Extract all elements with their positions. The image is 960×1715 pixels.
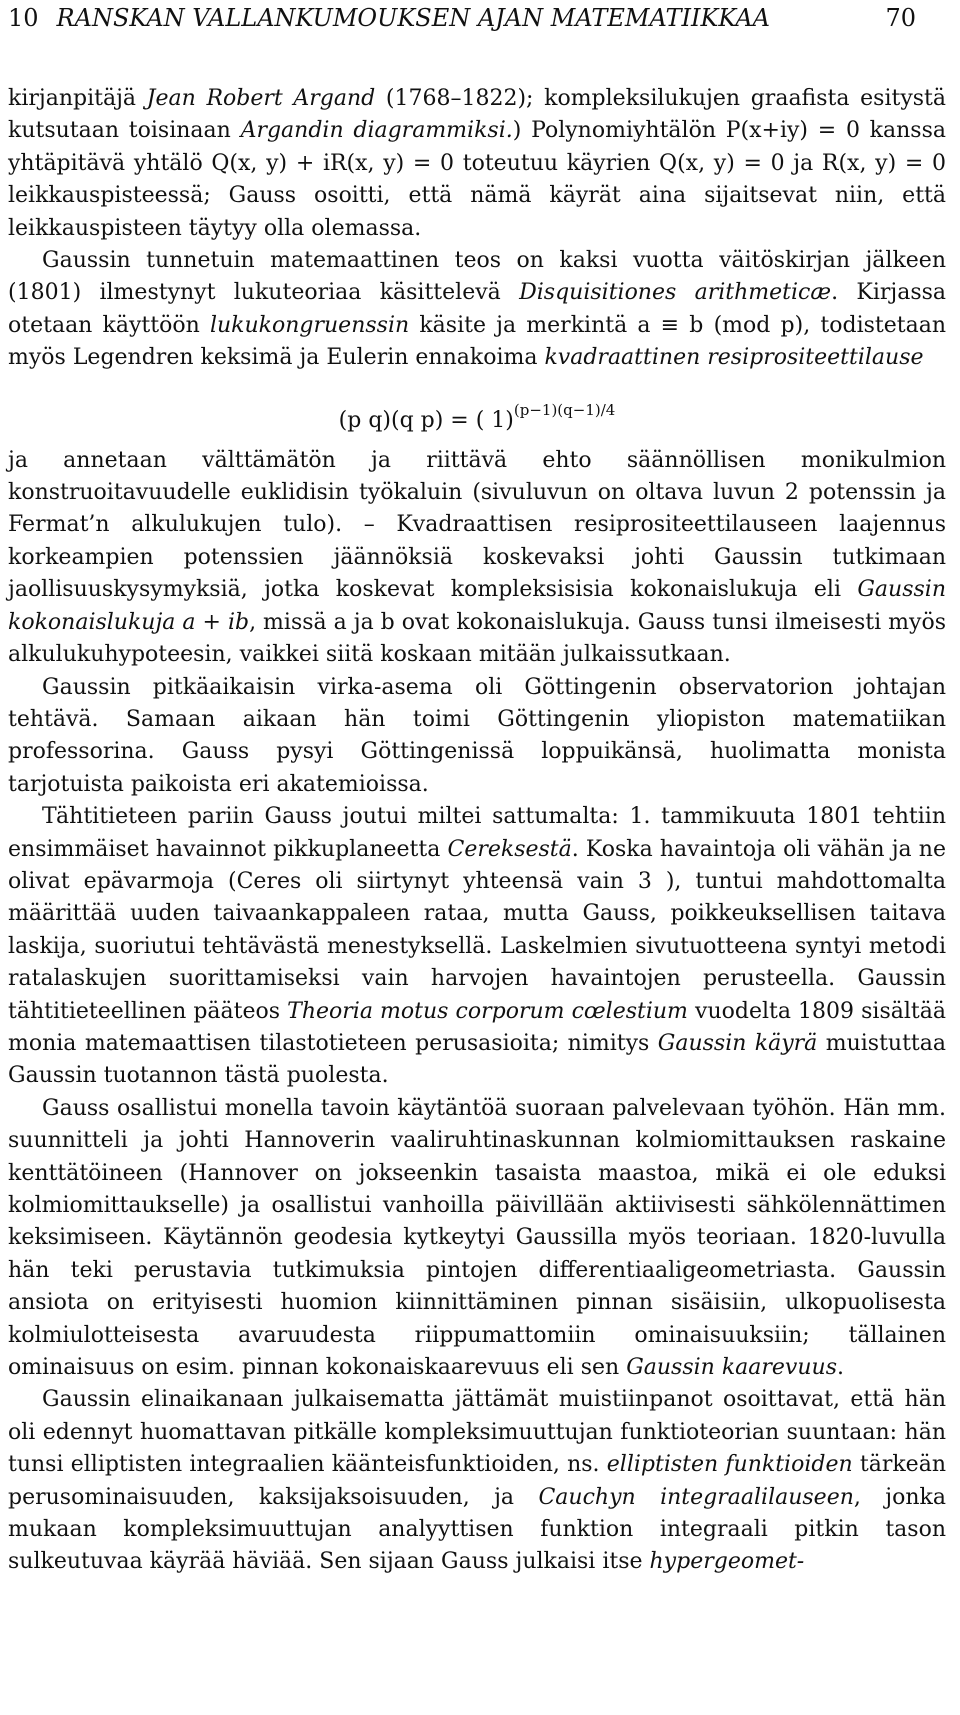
text-run: Gauss osallistui monella tavoin käytäntöä suoraan palvelevaan työhön. Hän mm. suunnitteli ja johti Hannoverin vaaliruhtinaskunnan kolmiomittauksen raskaine kenttätöineen (Hannover on jokseenkin tasaista maastoa, mikä ei ole eduksi kolmiomittaukselle) ja osallistui vanhoilla päivillään aktiivisesti sähkölennättimen keksimiseen. Käytännön geodesia kytkeytyi Gaussilla myös teoriaan. 1820-luvulla hän teki perustavia tutkimuksia pintojen differentiaaligeometriasta. Gaussin ansiota on erityisesti huomion kiinnittäminen pinnan sisäisiin, ulkopuolisesta kolmiulotteisesta avaruudesta riippumattomiin ominaisuuksiin; tällainen ominaisuus on esim. pinnan kokonaiskaarevuus eli sen bbox=[8, 1095, 946, 1381]
text-run: . Kirjassa otetaan käyttöön bbox=[8, 280, 947, 338]
italic-text: kvadraattinen resiprositeettilause bbox=[544, 345, 924, 371]
italic-text: Cauchyn integraalilauseen bbox=[538, 1484, 854, 1510]
running-header bbox=[8, 3, 946, 33]
paragraph bbox=[8, 245, 946, 375]
header-left bbox=[8, 3, 770, 33]
italic-text: hypergeomet- bbox=[649, 1549, 805, 1575]
text-run: (1768–1822); kompleksilukujen graafista esitystä kutsutaan toisinaan bbox=[8, 86, 947, 144]
text-run: käsite ja merkintä a ≡ b (mod p), todistetaan myös Legendren keksimä ja Eulerin ennakoima bbox=[8, 312, 946, 371]
italic-text: Argandin diagrammiksi. bbox=[240, 118, 513, 144]
text-run: . bbox=[836, 1355, 844, 1381]
paragraph bbox=[8, 445, 946, 672]
text-run: kirjanpitäjä bbox=[8, 86, 147, 111]
header-title: RANSKAN VALLANKUMOUKSEN AJAN MATEMATIIKKAA bbox=[56, 4, 770, 32]
text-run: ja annetaan välttämätön ja riittävä ehto säännöllisen monikulmion konstruoitavuudelle euklidisin työkaluin (sivuluvun on oltava luvun 2 potenssin ja Fermat’n alkulukujen tulo). – Kvadraattisen resiprositeettilauseen laajennus korkeampien potenssien jäännöksiä koskevaksi johti Gaussin tutkimaan jaollisuuskysymyksiä, jotka koskevat kompleksisisia kokonaislukuja eli bbox=[8, 447, 946, 603]
italic-text: Gaussin kokonaislukuja a + ib bbox=[8, 577, 946, 635]
equation-lhs: (p q)(q p) = ( 1) bbox=[338, 407, 514, 433]
paragraph bbox=[8, 1093, 946, 1385]
text-run: Gaussin tunnetuin matemaattinen teos on kaksi vuotta väitöskirjan jälkeen (1801) ilmestynyt lukuteoriaa käsittelevä bbox=[8, 248, 946, 306]
text-run: tärkeän perusominaisuuden, kaksijaksoisuuden, ja bbox=[8, 1452, 946, 1510]
equation-exponent: (p−1)(q−1)/4 bbox=[513, 400, 616, 419]
italic-text: lukukongruenssin bbox=[209, 312, 410, 338]
italic-text: Gaussin kaarevuus bbox=[626, 1355, 837, 1381]
text-run: muistuttaa Gaussin tuotannon tästä puolesta. bbox=[8, 1030, 946, 1089]
page-number: 70 bbox=[885, 4, 916, 32]
italic-text: Theoria motus corporum cœlestium bbox=[287, 998, 688, 1024]
text-run: vuodelta 1809 sisältää monia matemaattisen tilastotieteen perusasioita; nimitys bbox=[8, 998, 946, 1056]
italic-text: Gaussin käyrä bbox=[657, 1030, 818, 1056]
italic-text: Disquisitiones arithmeticæ bbox=[519, 280, 832, 306]
italic-text: Cereksestä bbox=[447, 836, 572, 862]
header-section-number: 10 bbox=[8, 4, 39, 32]
paragraph bbox=[8, 801, 946, 1093]
italic-text: elliptisten funktioiden bbox=[606, 1452, 853, 1478]
italic-text: Jean Robert Argand bbox=[146, 86, 376, 111]
text-run: , jonka mukaan kompleksimuuttujan analyyttisen funktion integraali pitkin tason sulkeutuvaa käyrää häviää. Sen sijaan Gauss julkaisi itse bbox=[8, 1484, 946, 1575]
equation bbox=[8, 375, 946, 445]
text-run: . Koska havaintoja oli vähän ja ne olivat epävarmoja (Ceres oli siirtynyt yhteensä vain 3 ), tuntui mahdottomalta määrittää uuden taivaankappaleen rataa, mutta Gauss, poikkeuksellisen taitava laskija, suoriutui tehtävästä menestyksellä. Laskelmien sivutuotteena syntyi metodi ratalaskujen suorittamiseksi vain harvojen havaintojen perusteella. Gaussin tähtitieteellinen pääteos bbox=[8, 836, 946, 1024]
text-run: Gaussin pitkäaikaisin virka-asema oli Göttingenin observatorion johtajan tehtävä. Samaan aikaan hän toimi Göttingenin yliopiston matematiikan professorina. Gauss pysyi Göttingenissä loppuikänsä, huolimatta monista tarjotuista paikoista eri akatemioissa. bbox=[8, 674, 946, 797]
text-run: Tähtitieteen pariin Gauss joutui miltei sattumalta: 1. tammikuuta 1801 tehtiin ensimmäiset havainnot pikkuplaneetta bbox=[8, 804, 946, 862]
paragraph bbox=[8, 672, 946, 802]
body-text bbox=[8, 83, 946, 1579]
paragraph bbox=[8, 83, 946, 245]
page bbox=[0, 3, 960, 1715]
text-run: , missä a ja b ovat kokonaislukuja. Gauss tunsi ilmeisesti myös alkulukuhypoteesin, vaikkei siitä koskaan mitään julkaissutkaan. bbox=[8, 609, 946, 668]
text-run: Gaussin elinaikanaan julkaisematta jättämät muistiinpanot osoittavat, että hän oli edennyt huomattavan pitkälle kompleksimuuttujan funktioteorian suuntaan: hän tunsi elliptisten integraalien käänteisfunktioiden, ns. bbox=[8, 1387, 946, 1478]
text-run: ) Polynomiyhtälön P(x+iy) = 0 kanssa yhtäpitävä yhtälö Q(x, y) + iR(x, y) = 0 toteutuu käyrien Q(x, y) = 0 ja R(x, y) = 0 leikkauspisteessä; Gauss osoitti, että nämä käyrät aina sijaitsevat niin, että leikkauspisteen täytyy olla olemassa. bbox=[8, 118, 946, 241]
paragraph bbox=[8, 1384, 946, 1578]
